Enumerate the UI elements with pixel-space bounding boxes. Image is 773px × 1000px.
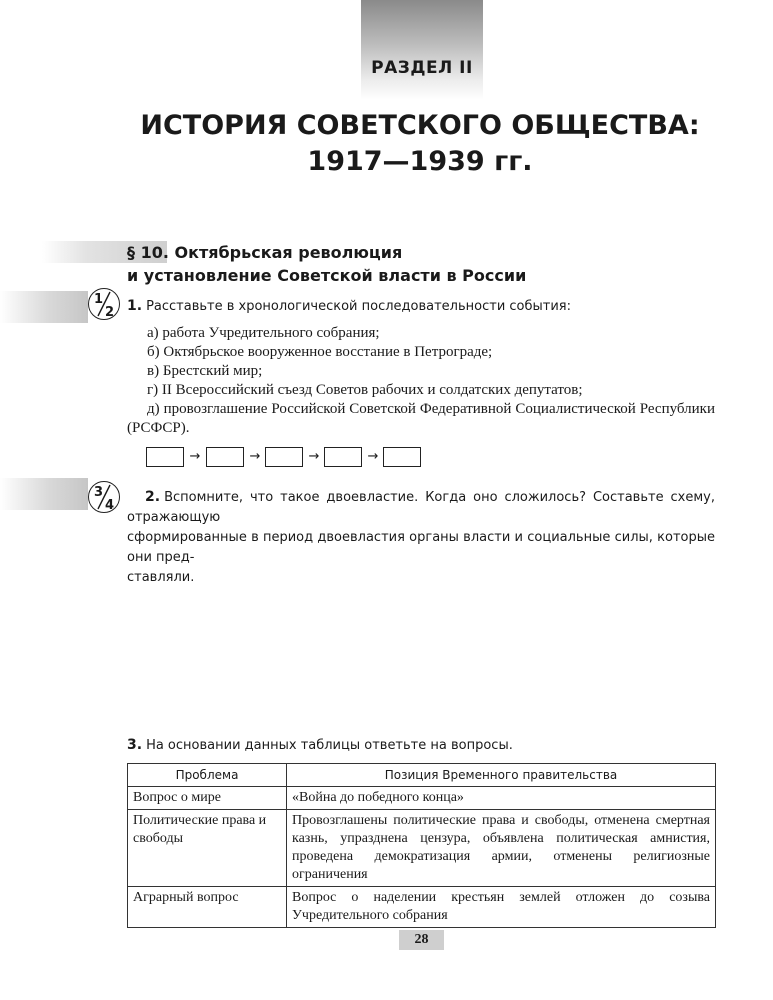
section-tab: [361, 0, 483, 100]
badge-bottom-digit: 4: [105, 498, 115, 512]
provisional-government-table: [127, 763, 716, 928]
event-b: б) Октябрьское вооруженное восстание в Петрограде;: [147, 344, 493, 360]
page-number: 28: [399, 930, 444, 950]
task-1-text: Расставьте в хронологической последовательности события:: [146, 299, 572, 314]
task-1-number: 1.: [127, 298, 143, 314]
paragraph-title-line-2: и установление Советской власти в России: [127, 266, 527, 285]
level-bar-1: [0, 291, 88, 323]
answer-box-1[interactable]: [146, 447, 184, 467]
table-header-position: Позиция Временного правительства: [287, 764, 716, 787]
table-header-row: [128, 764, 716, 787]
title-line-2: 1917—1939 гг.: [307, 146, 533, 177]
level-bar-2: [0, 478, 88, 510]
task-1-prompt: [127, 298, 571, 314]
task-2-line-1: Вспомните, что такое двоевластие. Когда оно сложилось? Составьте схему, отражающую: [127, 490, 715, 525]
table-cell-position: «Война до победного конца»: [287, 787, 716, 810]
arrow-icon: →: [367, 449, 379, 464]
answer-box-5[interactable]: [383, 447, 421, 467]
answer-box-4[interactable]: [324, 447, 362, 467]
task-3-number: 3.: [127, 737, 143, 753]
event-e: д) провозглашение Российской Советской Федеративной Социалистической Республики (РСФСР).: [127, 401, 715, 436]
event-a: а) работа Учредительного собрания;: [147, 325, 380, 341]
table-row: [128, 810, 716, 887]
paragraph-title-line-1: Октябрьская революция: [174, 243, 403, 262]
table-cell-problem: Вопрос о мире: [128, 787, 287, 810]
task-2-line-2: сформированные в период двоевластия органы власти и социальные силы, которые они пред-: [127, 530, 715, 565]
table-header-problem: Проблема: [128, 764, 287, 787]
badge-bottom-digit: 2: [105, 305, 115, 319]
table-row: [128, 787, 716, 810]
paragraph-heading: [127, 241, 526, 287]
answer-box-3[interactable]: [265, 447, 303, 467]
answer-box-2[interactable]: [206, 447, 244, 467]
table-cell-position: Вопрос о наделении крестьян землей отложен до созыва Учредительного собрания: [287, 887, 716, 928]
badge-top-digit: 3: [94, 485, 104, 500]
task-3-text: На основании данных таблицы ответьте на вопросы.: [146, 738, 513, 753]
table-row: [128, 887, 716, 928]
task-2-prompt: [127, 487, 715, 588]
event-d: г) II Всероссийский съезд Советов рабочих и солдатских депутатов;: [147, 382, 583, 398]
section-label: РАЗДЕЛ II: [371, 58, 473, 78]
title-line-1: ИСТОРИЯ СОВЕТСКОГО ОБЩЕСТВА:: [140, 110, 700, 141]
fraction-icon: [89, 289, 119, 319]
paragraph-number: § 10.: [127, 243, 169, 262]
events-list: [127, 324, 715, 438]
level-badge-1-2: [88, 288, 120, 320]
page-title: [0, 108, 773, 180]
level-badge-3-4: [88, 481, 120, 513]
arrow-icon: →: [308, 449, 320, 464]
arrow-icon: →: [249, 449, 261, 464]
task-2-line-3: ставляли.: [127, 570, 195, 585]
badge-top-digit: 1: [94, 292, 104, 307]
task-3-prompt: [127, 737, 513, 753]
event-c: в) Брестский мир;: [147, 363, 263, 379]
table-cell-position: Провозглашены политические права и свободы, отменена смертная казнь, упразднена цензура, объявлена политическая амнистия, проведена демократизация армии, отменены религиозные ограничения: [287, 810, 716, 887]
fraction-icon: [89, 482, 119, 512]
task-2-number: 2.: [145, 489, 161, 505]
table-cell-problem: Аграрный вопрос: [128, 887, 287, 928]
arrow-icon: →: [189, 449, 201, 464]
table-cell-problem: Политические права и свободы: [128, 810, 287, 887]
